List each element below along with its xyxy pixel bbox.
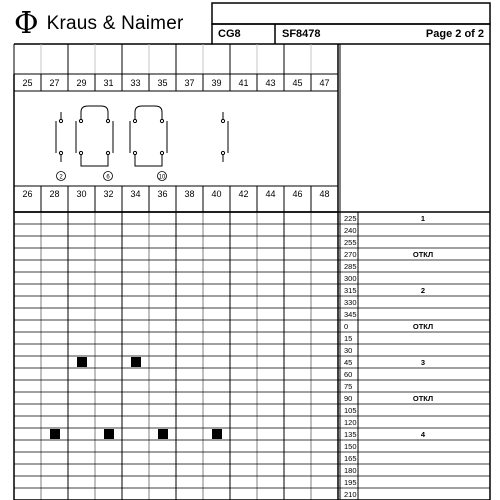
angle-label: 195 <box>344 478 357 487</box>
angle-label: 60 <box>344 370 353 379</box>
terminal-number-top: 25 <box>22 78 33 88</box>
terminal-number-bottom: 46 <box>292 189 303 199</box>
contact-symbol <box>76 112 83 162</box>
closed-contact-mark <box>77 357 87 367</box>
terminal-number-bottom: 32 <box>103 189 114 199</box>
angle-label: 75 <box>344 382 353 391</box>
wire-loop <box>135 106 162 112</box>
closed-contact-mark <box>50 429 60 439</box>
angle-label: 150 <box>344 442 357 451</box>
terminal-number-bottom: 40 <box>211 189 222 199</box>
contact-number-label: 10 <box>158 174 166 181</box>
terminal-number-bottom: 30 <box>76 189 87 199</box>
drawing-number: SF8478 <box>282 28 321 40</box>
contact-number-label: 6 <box>106 174 110 181</box>
position-label: 3 <box>420 358 426 367</box>
terminal-number-bottom: 26 <box>22 189 33 199</box>
contact-symbol <box>106 112 113 162</box>
angle-label: 15 <box>344 334 353 343</box>
position-label: 1 <box>420 214 426 223</box>
angle-label: 90 <box>344 394 353 403</box>
terminal-number-bottom: 36 <box>157 189 168 199</box>
terminal-number-bottom: 34 <box>130 189 141 199</box>
angle-label: 270 <box>344 250 357 259</box>
angle-label: 240 <box>344 226 357 235</box>
angle-label: 0 <box>344 322 349 331</box>
angle-label: 135 <box>344 430 357 439</box>
position-label: 4 <box>420 430 426 439</box>
position-label: ОТКЛ <box>412 322 434 331</box>
contact-number-circle <box>158 172 167 181</box>
angle-label: 300 <box>344 274 357 283</box>
phi-logo-icon: Φ <box>14 6 39 41</box>
page-indicator: Page 2 of 2 <box>425 28 484 40</box>
brand-logo <box>14 6 210 42</box>
angle-label: 120 <box>344 418 357 427</box>
wire-bridge <box>135 162 162 166</box>
angle-label: 165 <box>344 454 357 463</box>
terminal-number-top: 43 <box>265 78 276 88</box>
wire-bridge <box>81 162 108 166</box>
terminal-number-bottom: 38 <box>184 189 195 199</box>
contact-symbol <box>221 112 228 162</box>
position-label: ОТКЛ <box>412 250 434 259</box>
terminal-number-top: 33 <box>130 78 141 88</box>
series-code: CG8 <box>218 28 241 40</box>
angle-label: 330 <box>344 298 357 307</box>
terminal-number-top: 29 <box>76 78 87 88</box>
terminal-number-top: 45 <box>292 78 303 88</box>
closed-contact-mark <box>131 357 141 367</box>
angle-label: 105 <box>344 406 357 415</box>
terminal-number-top: 41 <box>238 78 249 88</box>
brand-name: Kraus & Naimer <box>46 13 184 34</box>
contact-number-circle <box>57 172 66 181</box>
position-label: 2 <box>420 286 426 295</box>
angle-label: 285 <box>344 262 357 271</box>
contact-number-circle <box>104 172 113 181</box>
terminal-number-bottom: 44 <box>265 189 276 199</box>
angle-label: 45 <box>344 358 353 367</box>
terminal-number-top: 37 <box>184 78 195 88</box>
terminal-number-bottom: 28 <box>49 189 60 199</box>
contact-symbol <box>160 112 167 162</box>
contact-symbol <box>130 112 137 162</box>
angle-label: 30 <box>344 346 353 355</box>
angle-label: 180 <box>344 466 357 475</box>
contact-number-label: 2 <box>59 174 63 181</box>
closed-contact-mark <box>104 429 114 439</box>
closed-contact-mark <box>212 429 222 439</box>
angle-label: 315 <box>344 286 357 295</box>
terminal-number-top: 27 <box>49 78 60 88</box>
angle-label: 345 <box>344 310 357 319</box>
wire-loop <box>81 106 108 112</box>
terminal-number-top: 39 <box>211 78 222 88</box>
contact-symbol <box>56 112 63 162</box>
terminal-number-bottom: 42 <box>238 189 249 199</box>
angle-label: 225 <box>344 214 357 223</box>
terminal-number-top: 35 <box>157 78 168 88</box>
header-top-cell <box>212 3 490 24</box>
terminal-number-bottom: 48 <box>319 189 330 199</box>
angle-label: 255 <box>344 238 357 247</box>
position-label: ОТКЛ <box>412 394 434 403</box>
closed-contact-mark <box>158 429 168 439</box>
angle-label: 210 <box>344 490 357 499</box>
angle-header-box <box>340 44 490 212</box>
terminal-number-top: 47 <box>319 78 330 88</box>
terminal-number-top: 31 <box>103 78 114 88</box>
